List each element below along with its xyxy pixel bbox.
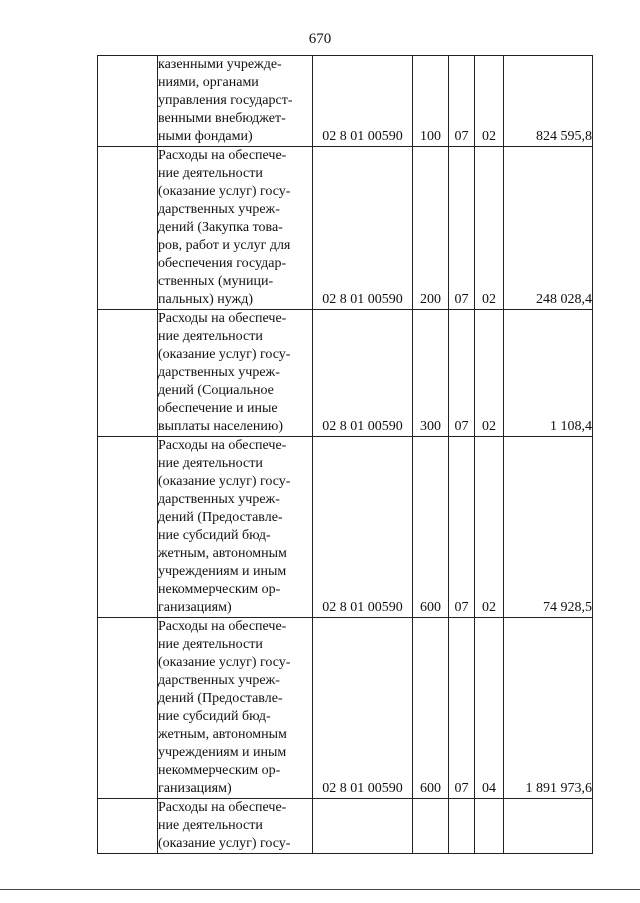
table-row bbox=[98, 310, 593, 437]
table-row bbox=[98, 147, 593, 310]
section-cell: 07 bbox=[449, 147, 475, 310]
expense-type-cell: 200 bbox=[413, 147, 449, 310]
row-description: казенными учрежде- ниями, органами управления государст- венными внебюджет- ными фондами) bbox=[158, 57, 293, 144]
subsection-cell: 02 bbox=[475, 147, 504, 310]
row-number-cell bbox=[98, 56, 158, 147]
row-description: Расходы на обеспече- ние деятельности (оказание услуг) госу- дарственных учреж- дений (Социальное обеспечение и иные выплаты населению) bbox=[158, 311, 291, 434]
expense-type-cell: 100 bbox=[413, 56, 449, 147]
subsection-cell bbox=[475, 799, 504, 854]
target-code-cell bbox=[313, 799, 413, 854]
table-row bbox=[98, 799, 593, 854]
amount-cell: 248 028,4 bbox=[504, 147, 593, 310]
amount-cell: 74 928,5 bbox=[504, 437, 593, 618]
subsection-cell: 02 bbox=[475, 310, 504, 437]
row-description: Расходы на обеспече- ние деятельности (оказание услуг) госу- дарственных учреж- дений (Закупка това- ров, работ и услуг для обеспечения государ- ственных (муници- пальных) нужд) bbox=[158, 148, 291, 307]
scan-edge-line bbox=[0, 889, 640, 890]
row-description: Расходы на обеспече- ние деятельности (оказание услуг) госу- дарственных учреж- дений (Предоставле- ние субсидий бюд- жетным, автономным учреждениям и иным некоммерческим ор- ганизациям) bbox=[158, 438, 291, 615]
section-cell bbox=[449, 799, 475, 854]
row-number-cell bbox=[98, 147, 158, 310]
expense-type-cell: 300 bbox=[413, 310, 449, 437]
amount-cell: 824 595,8 bbox=[504, 56, 593, 147]
description-cell bbox=[158, 56, 313, 147]
target-code-cell: 02 8 01 00590 bbox=[313, 147, 413, 310]
expense-type-cell: 600 bbox=[413, 437, 449, 618]
target-code-cell: 02 8 01 00590 bbox=[313, 618, 413, 799]
subsection-cell: 04 bbox=[475, 618, 504, 799]
description-cell bbox=[158, 437, 313, 618]
target-code-cell: 02 8 01 00590 bbox=[313, 437, 413, 618]
expense-type-cell: 600 bbox=[413, 618, 449, 799]
table-row bbox=[98, 437, 593, 618]
section-cell: 07 bbox=[449, 618, 475, 799]
row-number-cell bbox=[98, 310, 158, 437]
expense-type-cell bbox=[413, 799, 449, 854]
row-description: Расходы на обеспече- ние деятельности (оказание услуг) госу- дарственных учреж- дений (Предоставле- ние субсидий бюд- жетным, автономным учреждениям и иным некоммерческим ор- ганизациям) bbox=[158, 619, 291, 796]
subsection-cell: 02 bbox=[475, 56, 504, 147]
row-number-cell bbox=[98, 618, 158, 799]
table-row bbox=[98, 56, 593, 147]
section-cell: 07 bbox=[449, 56, 475, 147]
amount-cell: 1 891 973,6 bbox=[504, 618, 593, 799]
target-code-cell: 02 8 01 00590 bbox=[313, 56, 413, 147]
target-code-cell: 02 8 01 00590 bbox=[313, 310, 413, 437]
description-cell bbox=[158, 799, 313, 854]
amount-cell: 1 108,4 bbox=[504, 310, 593, 437]
row-number-cell bbox=[98, 437, 158, 618]
description-cell bbox=[158, 310, 313, 437]
section-cell: 07 bbox=[449, 437, 475, 618]
page-number: 670 bbox=[308, 31, 332, 47]
description-cell bbox=[158, 618, 313, 799]
amount-cell bbox=[504, 799, 593, 854]
budget-table bbox=[97, 55, 593, 854]
row-number-cell bbox=[98, 799, 158, 854]
row-description: Расходы на обеспече- ние деятельности (оказание услуг) госу- bbox=[158, 800, 291, 851]
section-cell: 07 bbox=[449, 310, 475, 437]
subsection-cell: 02 bbox=[475, 437, 504, 618]
table-row bbox=[98, 618, 593, 799]
description-cell bbox=[158, 147, 313, 310]
